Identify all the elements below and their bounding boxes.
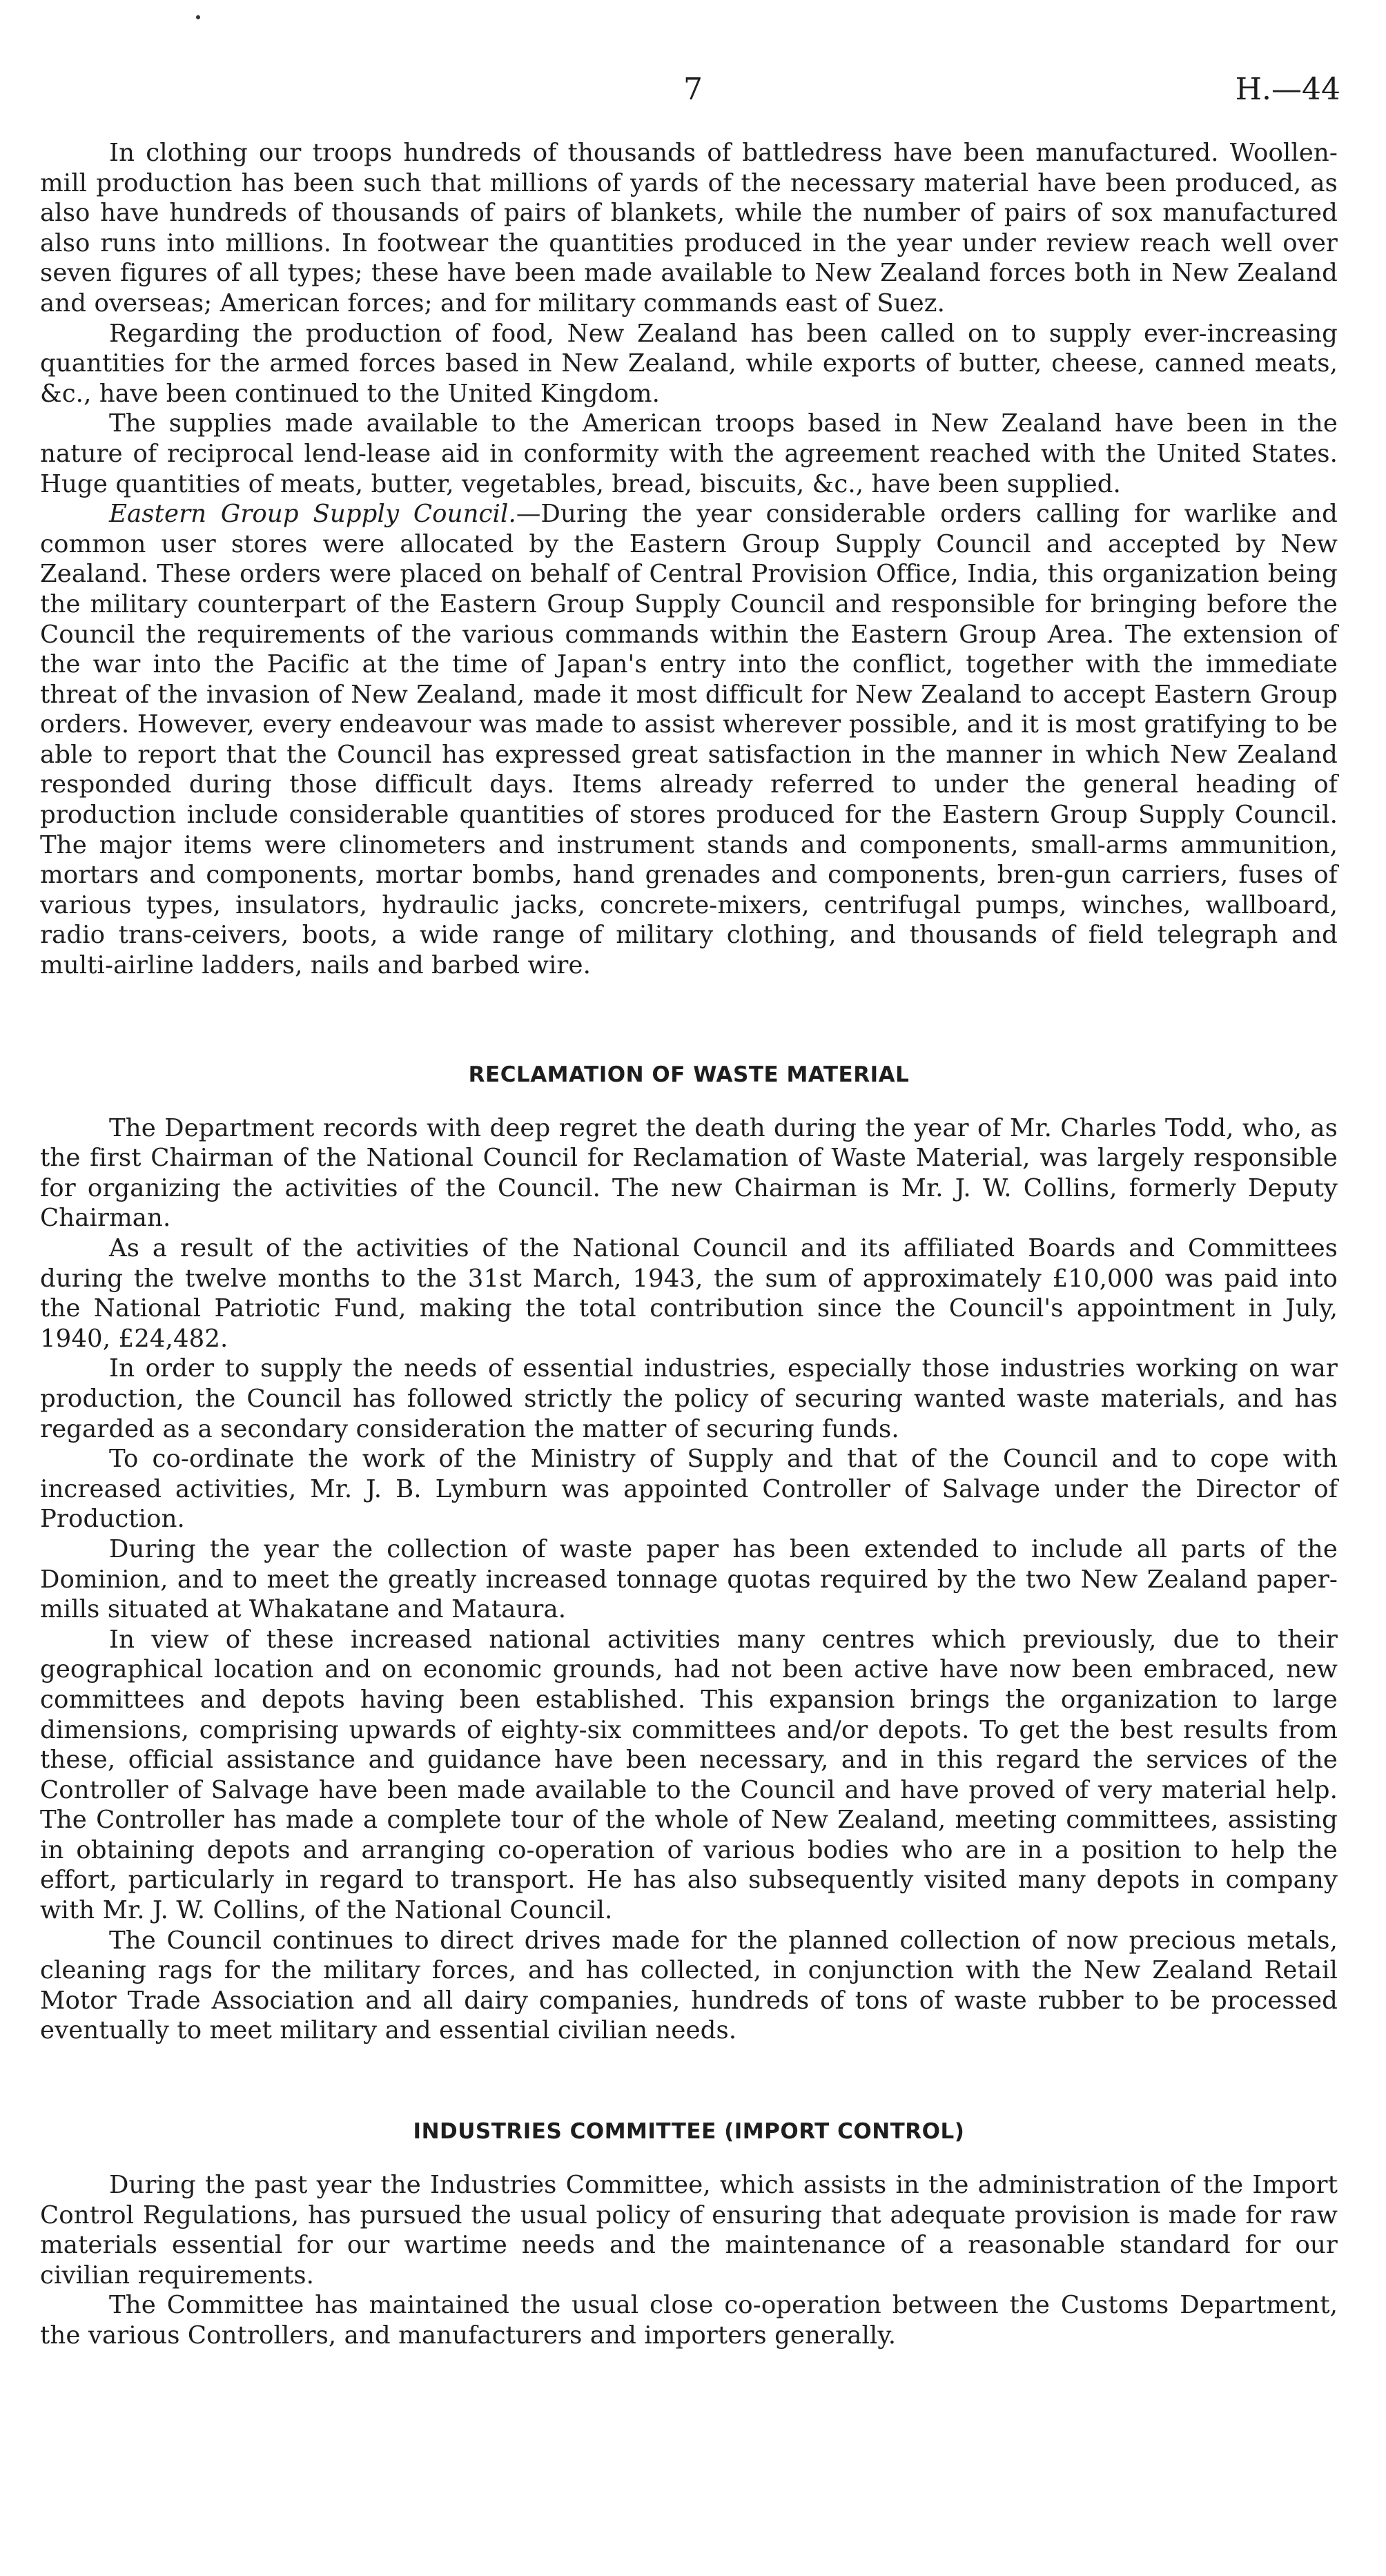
paragraph-reclamation-6: In view of these increased national activities many centres which previously, due to their geographical location and on economic grounds, had not been active have now been embraced, new committees and depots having been established. This expansion brings the organization to large dimensions, comprising upwards of eighty-six committees and/or depots. To get the best results from these, official assistance and guidance have been necessary, and in this regard the services of the Controller of Salvage have been made available to the Council and have proved of very material help. The Controller has made a complete tour of the whole of New Zealand, meeting committees, assisting in obtaining depots and arranging co-operation of various bodies who are in a position to help the effort, particularly in regard to transport. He has also subsequently visited many depots in company with Mr. J. W. Collins, of the National Council. [40, 1625, 1338, 1925]
paragraph-reclamation-1: The Department records with deep regret the death during the year of Mr. Charles Todd, who, as the first Chairman of the National Council for Reclamation of Waste Material, was largely responsible for organizing the activities of the Council. The new Chairman is Mr. J. W. Collins, formerly Deputy Chairman. [40, 1113, 1338, 1233]
paragraph-industries-1: During the past year the Industries Committee, which assists in the administration of the Import Control Regulations, has pursued the usual policy of ensuring that adequate provision is made for raw materials essential for our wartime needs and the maintenance of a reasonable standard for our civilian requirements. [40, 2171, 1338, 2290]
paragraph-reclamation-3: In order to supply the needs of essential industries, especially those industries working on war production, the Council has followed strictly the policy of securing wanted waste materials, and has regarded as a secondary consideration the matter of securing funds. [40, 1354, 1338, 1443]
eastern-group-text: —During the year considerable orders calling for warlike and common user stores were allocated by the Eastern Group Supply Council and accepted by New Zealand. These orders were placed on behalf of Central Provision Office, India, this organization being the military counterpart of the Eastern Group Supply Council and responsible for bringing before the Council the requirements of the various commands within the Eastern Group Area. The extension of the war into the Pacific at the time of Japan's entry into the conflict, together with the immediate threat of the invasion of New Zealand, made it most difficult for New Zealand to accept Eastern Group orders. However, every endeavour was made to assist wherever possible, and it is most gratifying to be able to report that the Council has expressed great satisfaction in the manner in which New Zealand responded during those difficult days. Items already referred to under the general heading of production include considerable quantities of stores produced for the Eastern Group Supply Council. The major items were clinometers and instrument stands and components, small-arms ammunition, mortars and components, mortar bombs, hand grenades and components, bren-gun carriers, fuses of various types, insulators, hydraulic jacks, concrete-mixers, centrifugal pumps, winches, wallboard, radio trans-ceivers, boots, a wide range of military clothing, and thousands of field telegraph and multi-airline ladders, nails and barbed wire. [40, 500, 1338, 980]
heading-industries-committee: INDUSTRIES COMMITTEE (IMPORT CONTROL) [413, 2119, 965, 2145]
eastern-group-title: Eastern Group Supply Council. [109, 500, 516, 529]
paragraph-food: Regarding the production of food, New Zealand has been called on to supply ever-increasing quantities for the armed forces based in New Zealand, while exports of butter, cheese, canned meats, &c., have been continued to the United Kingdom. [40, 319, 1338, 408]
heading-reclamation: RECLAMATION OF WASTE MATERIAL [468, 1062, 910, 1087]
paragraph-clothing: In clothing our troops hundreds of thousands of battledress have been manufactured. Woollen-mill production has been such that millions of yards of the necessary material have been produced, as also have hundreds of thousands of pairs of blankets, while the number of pairs of sox manufactured also runs into millions. In footwear the quantities produced in the year under review reach well over seven figures of all types; these have been made available to New Zealand forces both in New Zealand and overseas; American forces; and for military commands east of Suez. [40, 139, 1338, 318]
paragraph-american-supplies: The supplies made available to the American troops based in New Zealand have been in the nature of reciprocal lend-lease aid in conformity with the agreement reached with the United States. Huge quantities of meats, butter, vegetables, bread, biscuits, &c., have been supplied. [40, 409, 1338, 498]
page-number: 7 [683, 72, 703, 107]
paragraph-industries-2: The Committee has maintained the usual close co-operation between the Customs Department, the various Controllers, and manufacturers and importers generally. [40, 2291, 1338, 2350]
document-reference: H.—44 [1235, 72, 1340, 107]
paragraph-reclamation-7: The Council continues to direct drives made for the planned collection of now precious metals, cleaning rags for the military forces, and has collected, in conjunction with the New Zealand Retail Motor Trade Association and all dairy companies, hundreds of tons of waste rubber to be processed eventually to meet military and essential civilian needs. [40, 1926, 1338, 2045]
paragraph-reclamation-2: As a result of the activities of the National Council and its affiliated Boards and Committees during the twelve months to the 31st March, 1943, the sum of approximately £10,000 was paid into the National Patriotic Fund, making the total contribution since the Council's appointment in July, 1940, £24,482. [40, 1234, 1338, 1353]
paragraph-reclamation-4: To co-ordinate the work of the Ministry of Supply and that of the Council and to cope with increased activities, Mr. J. B. Lymburn was appointed Controller of Salvage under the Director of Production. [40, 1445, 1338, 1534]
paragraph-eastern-group [40, 499, 1338, 981]
paragraph-reclamation-5: During the year the collection of waste paper has been extended to include all parts of the Dominion, and to meet the greatly increased tonnage quotas required by the two New Zealand paper-mills situated at Whakatane and Mataura. [40, 1534, 1338, 1624]
document-body [40, 138, 1338, 2351]
scan-mark [196, 15, 200, 19]
